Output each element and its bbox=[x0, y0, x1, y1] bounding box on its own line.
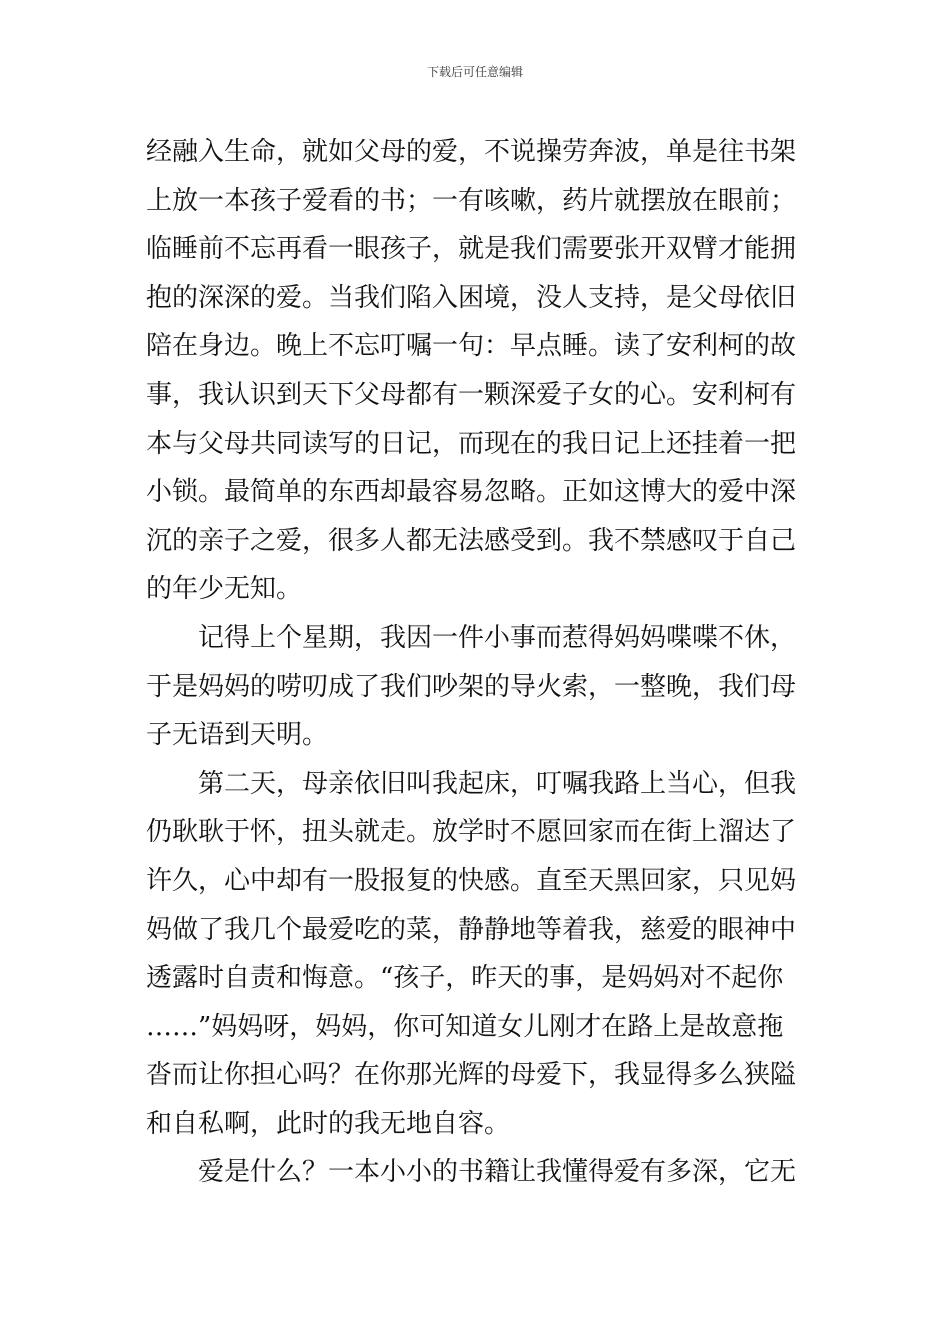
text-line: 沓而让你担心吗？在你那光辉的母爱下，我显得多么狭隘 bbox=[146, 1060, 797, 1091]
text-line: 本与父母共同读写的日记，而现在的我日记上还挂着一把 bbox=[146, 428, 797, 459]
text-line: 上放一本孩子爱看的书；一有咳嗽，药片就摆放在眼前； bbox=[146, 185, 797, 216]
text-line: 经融入生命，就如父母的爱，不说操劳奔波，单是往书架 bbox=[146, 137, 797, 167]
text-line: 第二天，母亲依旧叫我起床，叮嘱我路上当心，但我 bbox=[198, 768, 797, 799]
page-header: 下载后可任意编辑 bbox=[426, 65, 523, 79]
text-line: 爱是什么？一本小小的书籍让我懂得爱有多深，它无 bbox=[198, 1157, 797, 1188]
text-line: ……”妈妈呀，妈妈，你可知道女儿刚才在路上是故意拖 bbox=[146, 1011, 784, 1042]
paragraph-3 bbox=[146, 760, 810, 1149]
text-line: 仍耿耿于怀，扭头就走。放学时不愿回家而在街上溜达了 bbox=[146, 817, 797, 848]
text-line: 和自私啊，此时的我无地自容。 bbox=[146, 1108, 511, 1139]
text-line: 许久，心中却有一股报复的快感。直至天黑回家，只见妈 bbox=[146, 865, 797, 896]
text-line: 抱的深深的爱。当我们陷入困境，没人支持，是父母依旧 bbox=[146, 282, 797, 313]
text-line: 沉的亲子之爱，很多人都无法感受到。我不禁感叹于自己 bbox=[146, 525, 797, 556]
text-line: 小锁。最简单的东西却最容易忽略。正如这博大的爱中深 bbox=[146, 477, 797, 508]
paragraph-2 bbox=[146, 614, 810, 760]
text-line: 于是妈妈的唠叨成了我们吵架的导火索，一整晚，我们母 bbox=[146, 671, 797, 702]
text-line: 记得上个星期，我因一件小事而惹得妈妈喋喋不休， bbox=[198, 622, 797, 653]
text-line: 透露时自责和悔意。“孩子，昨天的事，是妈妈对不起你 bbox=[146, 963, 784, 994]
text-line: 的年少无知。 bbox=[146, 574, 303, 605]
paragraph-4 bbox=[146, 1148, 810, 1197]
text-line: 妈做了我几个最爱吃的菜，静静地等着我，慈爱的眼神中 bbox=[146, 914, 797, 945]
text-line: 陪在身边。晚上不忘叮嘱一句：早点睡。读了安利柯的故 bbox=[146, 331, 797, 362]
text-line: 临睡前不忘再看一眼孩子，就是我们需要张开双臂才能拥 bbox=[146, 234, 797, 265]
paragraph-1 bbox=[146, 128, 810, 614]
text-line: 事，我认识到天下父母都有一颗深爱子女的心。安利柯有 bbox=[146, 379, 797, 410]
body-text bbox=[146, 128, 810, 1197]
text-line: 子无语到天明。 bbox=[146, 720, 329, 751]
